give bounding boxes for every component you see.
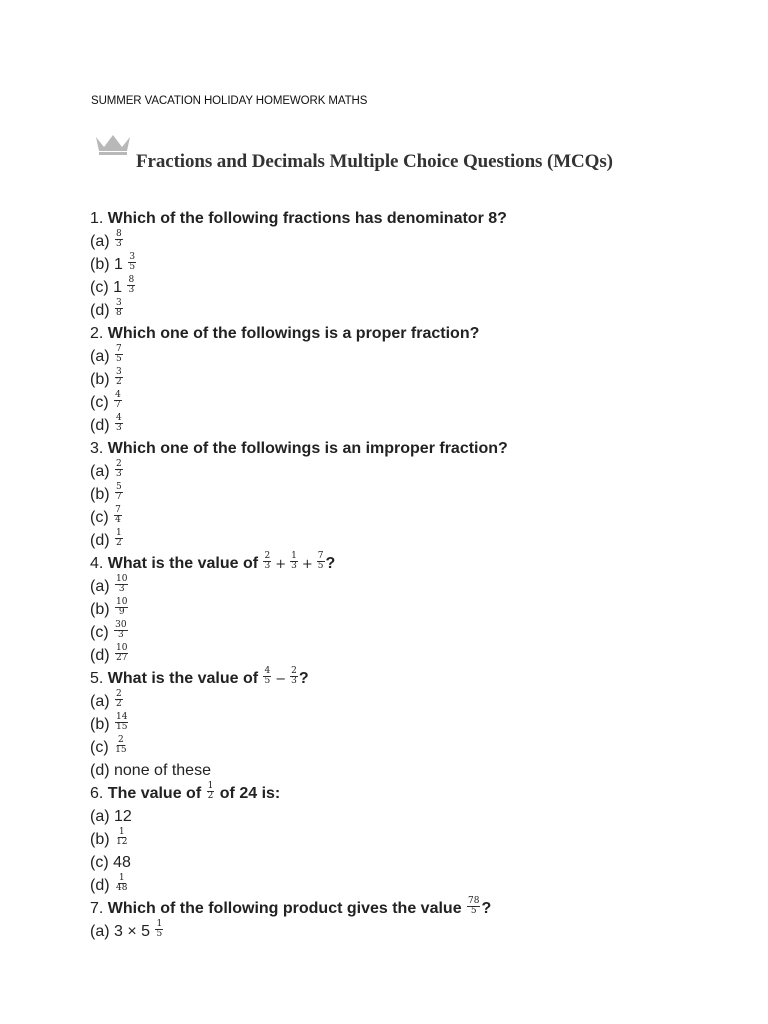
line-text: (d) <box>90 647 114 664</box>
fraction-denominator: 3 <box>291 561 297 572</box>
fraction-denominator: 4 <box>115 515 121 526</box>
fraction-numerator: 4 <box>115 390 121 401</box>
fraction <box>114 391 122 410</box>
fraction <box>290 552 298 571</box>
answer-option <box>90 598 730 621</box>
fraction-numerator: 3 <box>116 367 122 378</box>
fraction <box>115 529 123 548</box>
fraction-numerator: 7 <box>115 505 121 516</box>
line-text: (c) <box>90 624 114 641</box>
fraction <box>115 414 123 433</box>
fraction <box>115 575 128 594</box>
fraction-numerator: 2 <box>116 459 122 470</box>
line-text: ? <box>298 670 309 687</box>
answer-option <box>90 391 730 414</box>
crown-icon <box>94 133 132 157</box>
line-text: (a) <box>90 693 114 710</box>
question-text <box>90 552 730 575</box>
line-text: (b) 1 <box>90 256 128 273</box>
fraction-numerator: 8 <box>116 229 122 240</box>
line-text: What is the value of <box>107 670 263 687</box>
question-text <box>90 322 730 345</box>
fraction <box>127 276 135 295</box>
answer-option <box>90 460 730 483</box>
answer-option <box>90 874 730 897</box>
fraction-denominator: 5 <box>264 676 271 687</box>
answer-option <box>90 644 730 667</box>
line-text: The value of <box>107 785 206 802</box>
question-text <box>90 437 730 460</box>
fraction-denominator: 2 <box>207 791 214 802</box>
line-text: 7. <box>90 900 108 917</box>
fraction-numerator: 4 <box>116 413 122 424</box>
answer-option <box>90 299 730 322</box>
line-text: (d) <box>90 417 114 434</box>
answer-option <box>90 276 730 299</box>
fraction-denominator: 15 <box>116 722 128 733</box>
line-text: ? <box>325 555 336 572</box>
line-text: (a) 12 <box>90 808 132 825</box>
fraction-numerator: 14 <box>116 712 128 723</box>
fraction-denominator: 3 <box>128 285 135 296</box>
fraction-numerator: 1 <box>118 827 125 838</box>
fraction <box>115 460 123 479</box>
line-text: (c) <box>90 509 114 526</box>
answer-option <box>90 529 730 552</box>
line-text: 3. <box>90 440 108 457</box>
line-text: 1. <box>90 210 108 227</box>
line-text: 2. <box>90 325 108 342</box>
fraction-numerator: 7 <box>317 551 324 562</box>
answer-option <box>90 345 730 368</box>
fraction-denominator: 3 <box>291 676 297 687</box>
fraction-denominator: 3 <box>116 423 122 434</box>
line-text: (b) <box>90 486 114 503</box>
question-text <box>90 782 730 805</box>
answer-option <box>90 759 730 782</box>
fraction-denominator: 7 <box>116 492 122 503</box>
fraction-denominator: 12 <box>116 837 128 848</box>
fraction-numerator: 10 <box>116 574 128 585</box>
fraction-numerator: 10 <box>116 643 128 654</box>
fraction-numerator: 78 <box>468 896 480 907</box>
fraction <box>115 230 123 249</box>
question-text <box>90 897 730 920</box>
fraction-denominator: 3 <box>116 469 122 480</box>
fraction-denominator: 5 <box>470 906 477 917</box>
fraction-numerator: 5 <box>116 482 122 493</box>
line-text: (d) <box>90 877 114 894</box>
answer-option <box>90 920 730 943</box>
fraction-denominator: 2 <box>116 699 122 710</box>
fraction-numerator: 1 <box>156 919 163 930</box>
answer-option <box>90 253 730 276</box>
fraction-denominator: 3 <box>264 561 271 572</box>
line-text: (a) <box>90 463 114 480</box>
fraction-denominator: 27 <box>116 653 128 664</box>
page-title: Fractions and Decimals Multiple Choice Questions (MCQs) <box>136 151 613 172</box>
answer-option <box>90 828 730 851</box>
fraction-denominator: 48 <box>116 883 128 894</box>
fraction <box>115 483 123 502</box>
fraction-numerator: 30 <box>115 620 127 631</box>
answer-option <box>90 805 730 828</box>
fraction <box>115 874 128 893</box>
line-text: (b) <box>90 601 114 618</box>
fraction-denominator: 2 <box>116 538 122 549</box>
line-text: Which one of the followings is an improper fraction? <box>107 440 508 457</box>
answer-option <box>90 414 730 437</box>
fraction-numerator: 1 <box>291 551 297 562</box>
fraction <box>114 736 127 755</box>
line-text: (c) <box>90 739 114 756</box>
line-text: (a) <box>90 233 114 250</box>
fraction <box>290 667 298 686</box>
answer-option <box>90 621 730 644</box>
fraction-numerator: 1 <box>207 781 214 792</box>
line-text: 4. <box>90 555 108 572</box>
line-text: ? <box>481 900 492 917</box>
fraction <box>114 506 122 525</box>
line-text: What is the value of <box>107 555 263 572</box>
question-text <box>90 667 730 690</box>
fraction-numerator: 4 <box>264 666 271 677</box>
fraction-numerator: 2 <box>116 689 122 700</box>
fraction-denominator: 7 <box>115 400 121 411</box>
fraction-denominator: 8 <box>116 308 122 319</box>
answer-option <box>90 851 730 874</box>
fraction <box>115 828 128 847</box>
line-text: (a) 3 × 5 <box>90 923 155 940</box>
line-text: (a) <box>90 578 114 595</box>
answer-option <box>90 713 730 736</box>
fraction <box>115 690 123 709</box>
fraction <box>317 552 325 571</box>
fraction-denominator: 3 <box>116 239 122 250</box>
line-text: Which of the following product gives the value <box>107 900 467 917</box>
answer-option <box>90 736 730 759</box>
line-text: Which of the following fractions has denominator 8? <box>107 210 507 227</box>
fraction-denominator: 5 <box>116 354 122 365</box>
question-text <box>90 207 730 230</box>
fraction-denominator: 3 <box>117 630 124 641</box>
fraction <box>115 598 128 617</box>
answer-option <box>90 483 730 506</box>
line-text: (b) <box>90 716 114 733</box>
worksheet-header: SUMMER VACATION HOLIDAY HOMEWORK MATHS <box>91 95 368 107</box>
line-text: 5. <box>90 670 108 687</box>
fraction-numerator: 8 <box>128 275 135 286</box>
question-list <box>90 207 730 943</box>
fraction-numerator: 2 <box>117 735 124 746</box>
fraction <box>114 621 127 640</box>
line-text: 6. <box>90 785 108 802</box>
fraction <box>263 552 271 571</box>
line-text: (a) <box>90 348 114 365</box>
fraction-numerator: 1 <box>116 528 122 539</box>
answer-option <box>90 368 730 391</box>
line-text: (d) <box>90 302 114 319</box>
math-operator: + <box>275 557 287 572</box>
answer-option <box>90 575 730 598</box>
fraction <box>115 713 128 732</box>
fraction-numerator: 2 <box>264 551 271 562</box>
fraction-denominator: 15 <box>115 745 127 756</box>
fraction-denominator: 2 <box>116 377 122 388</box>
fraction <box>115 368 123 387</box>
answer-option <box>90 690 730 713</box>
line-text: (d) <box>90 532 114 549</box>
fraction <box>467 897 480 916</box>
line-text: (c) 1 <box>90 279 127 296</box>
answer-option <box>90 506 730 529</box>
fraction-denominator: 5 <box>129 262 136 273</box>
line-text: (c) <box>90 394 114 411</box>
fraction-numerator: 1 <box>118 873 125 884</box>
fraction-denominator: 5 <box>156 929 163 940</box>
fraction-numerator: 3 <box>129 252 136 263</box>
line-text: (c) 48 <box>90 854 131 871</box>
line-text: (b) <box>90 831 114 848</box>
fraction-numerator: 2 <box>291 666 297 677</box>
answer-option <box>90 230 730 253</box>
fraction-denominator: 3 <box>118 584 125 595</box>
fraction <box>115 345 123 364</box>
line-text: Which one of the followings is a proper fraction? <box>107 325 480 342</box>
fraction <box>207 782 215 801</box>
fraction-numerator: 7 <box>116 344 122 355</box>
line-text: (d) none of these <box>90 762 211 779</box>
fraction <box>115 644 128 663</box>
fraction-numerator: 3 <box>116 298 122 309</box>
math-operator: − <box>275 672 287 687</box>
fraction <box>115 299 123 318</box>
fraction <box>263 667 271 686</box>
fraction-denominator: 9 <box>118 607 125 618</box>
fraction-denominator: 5 <box>317 561 324 572</box>
fraction <box>155 920 163 939</box>
fraction <box>128 253 136 272</box>
fraction-numerator: 10 <box>116 597 128 608</box>
line-text: (b) <box>90 371 114 388</box>
line-text: of 24 is: <box>215 785 281 802</box>
math-operator: + <box>301 557 313 572</box>
